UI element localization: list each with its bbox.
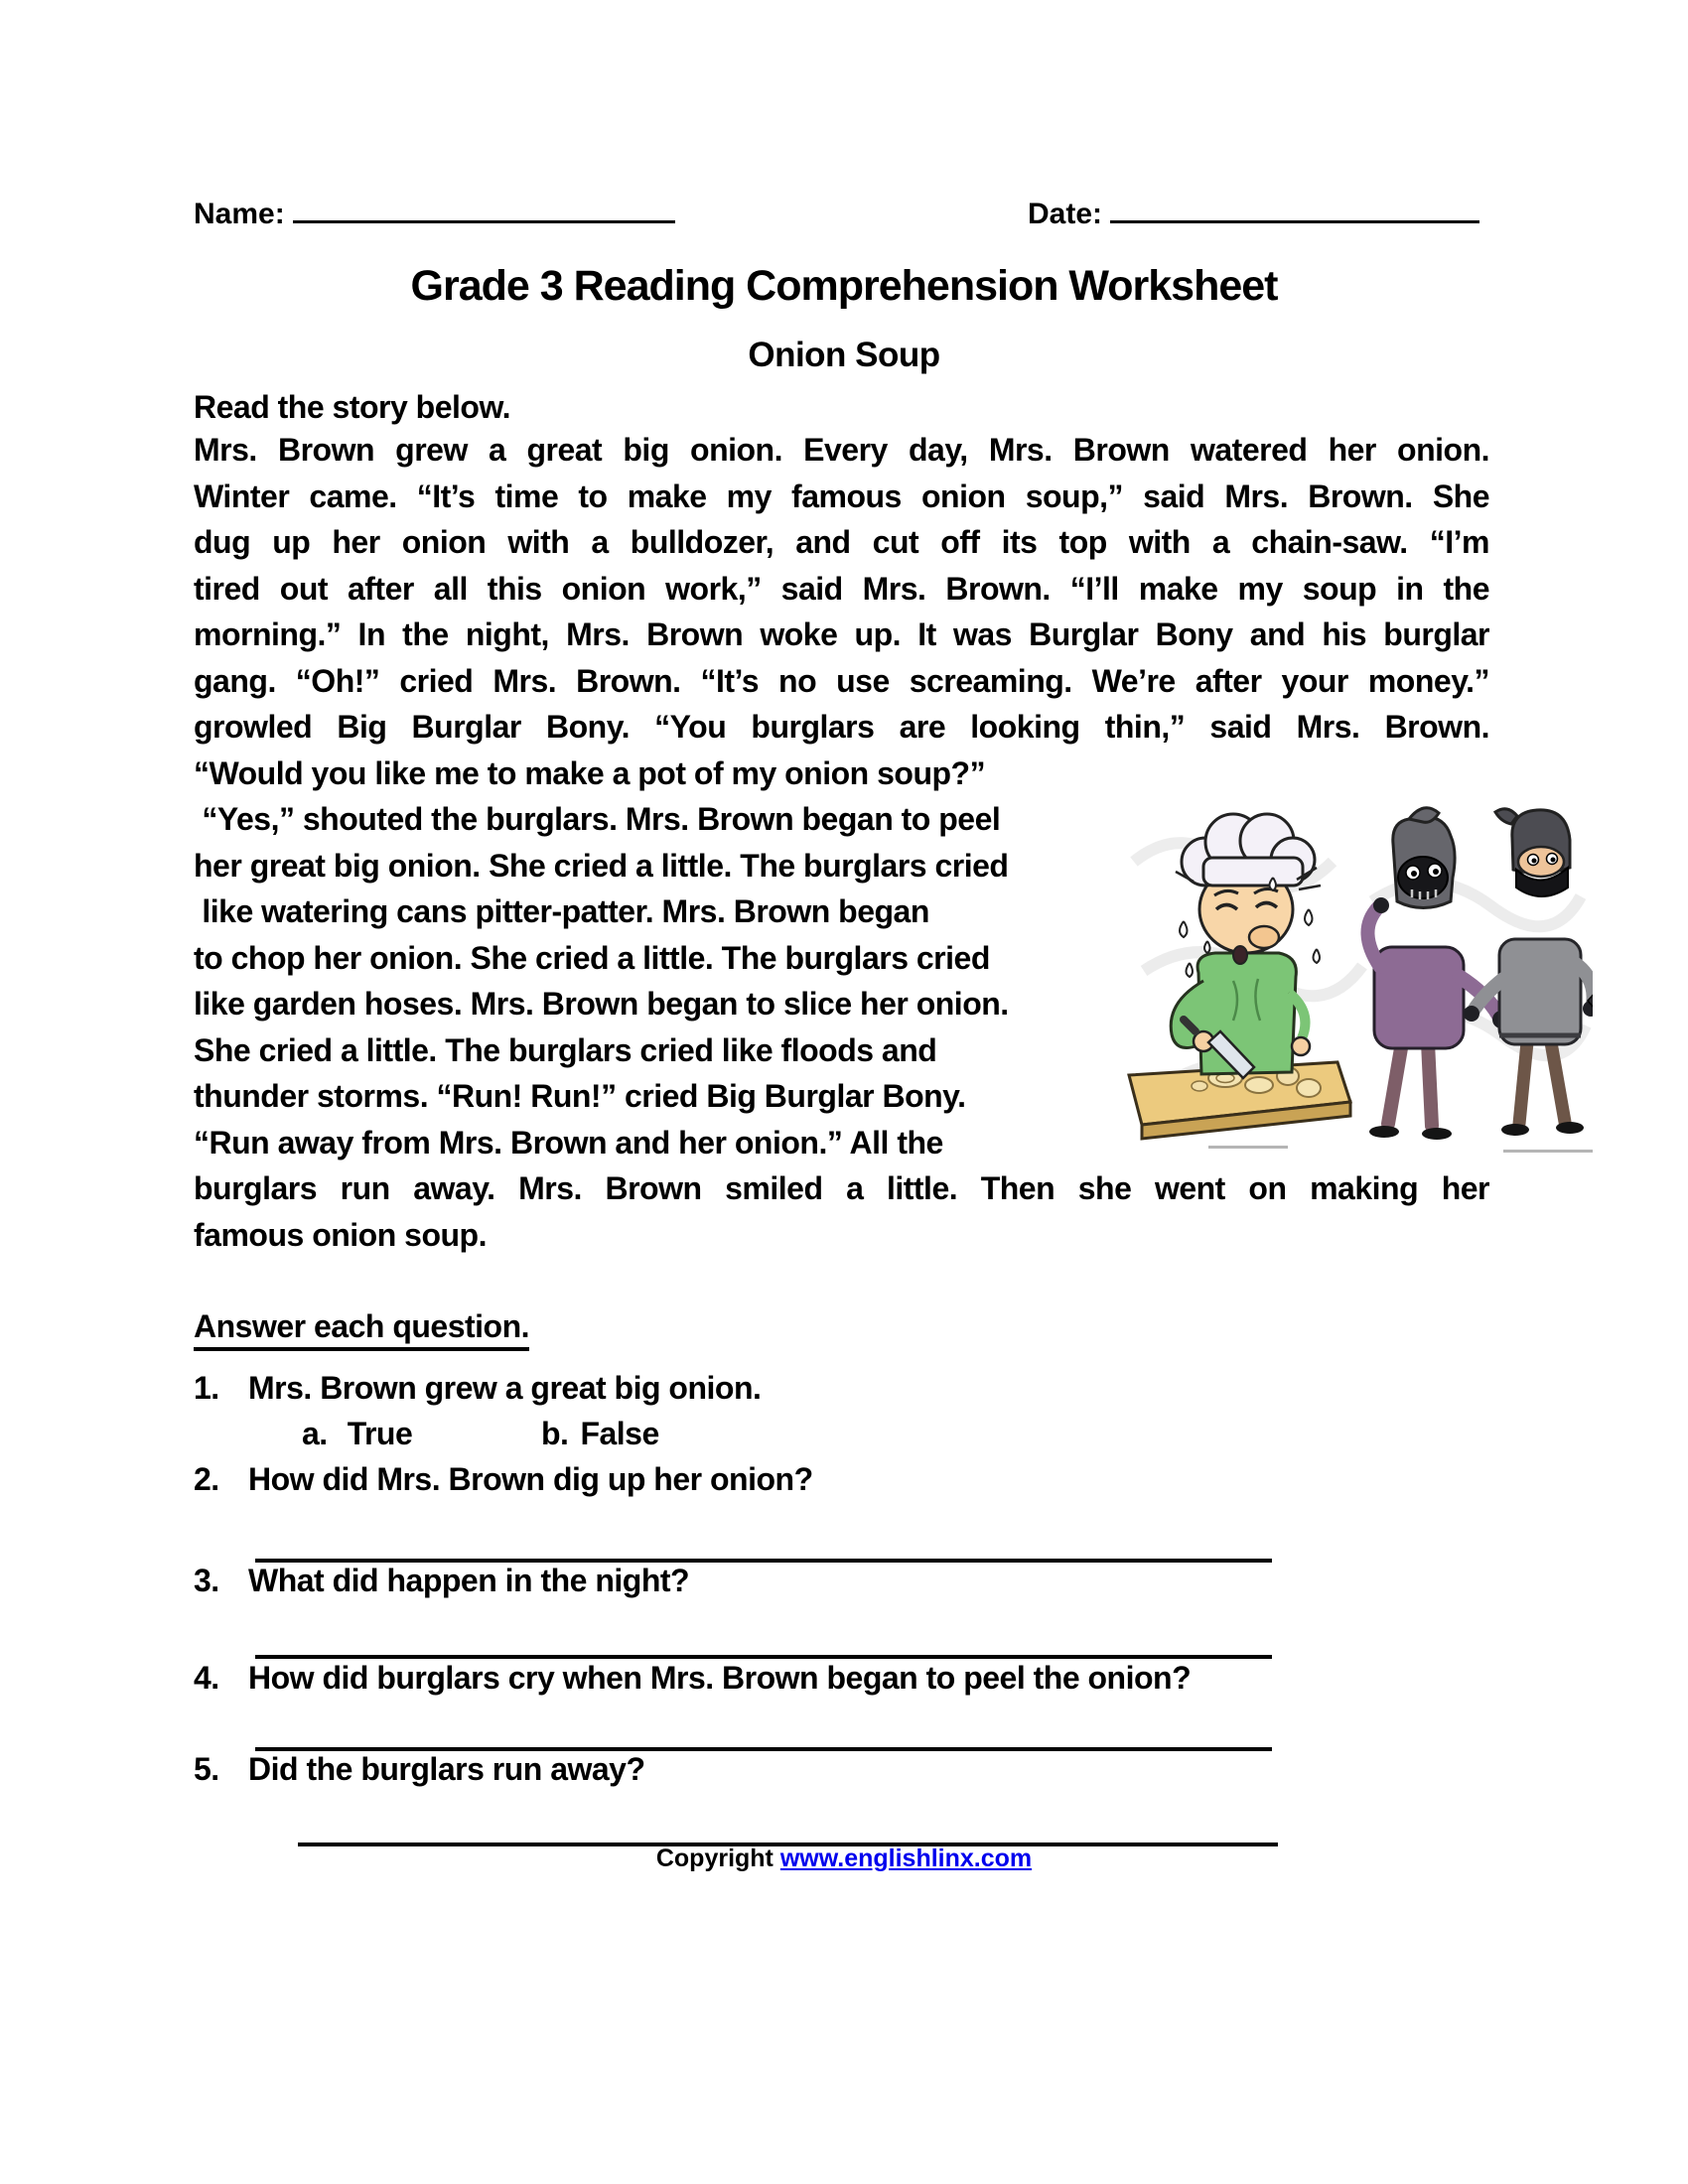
story-line: “Yes,” shouted the burglars. Mrs. Brown began to peel [194, 801, 1001, 837]
story-line: burglars run away. Mrs. Brown smiled a little. Then she went on making her [194, 1170, 1489, 1206]
story-line: She cried a little. The burglars cried like floods and [194, 1031, 937, 1068]
name-input-line[interactable] [293, 195, 675, 223]
story-line: to chop her onion. She cried a little. The burglars cried [194, 939, 990, 976]
question-number: 2. [194, 1461, 219, 1497]
story-line: “Run away from Mrs. Brown and her onion.” All the [194, 1124, 943, 1160]
question-text: How did Mrs. Brown dig up her onion? [248, 1461, 813, 1497]
date-label: Date: [1028, 198, 1103, 230]
footer [0, 1844, 1688, 1873]
instructions-text: Read the story below. [194, 389, 511, 425]
burglars-illustration [1367, 808, 1593, 1153]
story-line: like garden hoses. Mrs. Brown began to slice her onion. [194, 986, 1009, 1022]
story-illustration [1114, 782, 1593, 1158]
question-5 [194, 1751, 1494, 1788]
story-line: thunder storms. “Run! Run!” cried Big Burglar Bony. [194, 1078, 966, 1114]
story-line: tired out after all this onion work,” said Mrs. Brown. “I’ll make my soup in the [194, 570, 1489, 607]
story-line: famous onion soup. [194, 1216, 487, 1253]
story-line: Mrs. Brown grew a great big onion. Every day, Mrs. Brown watered her onion. [194, 432, 1489, 468]
story-line: gang. “Oh!” cried Mrs. Brown. “It’s no use screaming. We’re after your money.” [194, 662, 1489, 699]
story-line: growled Big Burglar Bony. “You burglars are looking thin,” said Mrs. Brown. [194, 709, 1489, 745]
question-number: 5. [194, 1751, 219, 1787]
question-text: Did the burglars run away? [248, 1751, 645, 1787]
page-subtitle: Onion Soup [748, 336, 940, 374]
question-3 [194, 1563, 1494, 1599]
question-text: What did happen in the night? [248, 1563, 690, 1598]
name-label: Name: [194, 198, 285, 230]
date-field-group [1028, 195, 1479, 231]
story-line: morning.” In the night, Mrs. Brown woke up. It was Burglar Bony and his burglar [194, 616, 1489, 652]
question-text: Mrs. Brown grew a great big onion. [248, 1370, 762, 1406]
option-false[interactable]: b. False [541, 1416, 659, 1451]
copyright-link[interactable]: www.englishlinx.com [779, 1844, 1033, 1872]
option-true[interactable]: a. True [302, 1416, 413, 1451]
question-number: 1. [194, 1370, 219, 1406]
page-title: Grade 3 Reading Comprehension Worksheet [410, 262, 1278, 310]
story-line: her great big onion. She cried a little. The burglars cried [194, 847, 1009, 884]
date-input-line[interactable] [1110, 195, 1479, 223]
story-line: “Would you like me to make a pot of my onion soup?” [194, 754, 986, 791]
story-line: dug up her onion with a bulldozer, and cut off its top with a chain-saw. “I’m [194, 524, 1489, 560]
story-line: Winter came. “It’s time to make my famous onion soup,” said Mrs. Brown. She [194, 478, 1489, 514]
question-1 [194, 1370, 1494, 1407]
chef-illustration [1129, 814, 1350, 1149]
question-1-options [302, 1416, 659, 1452]
answer-line-3[interactable] [255, 1655, 1272, 1659]
question-text: How did burglars cry when Mrs. Brown began to peel the onion? [248, 1660, 1192, 1696]
story-line: like watering cans pitter-patter. Mrs. Brown began [194, 893, 929, 929]
question-number: 4. [194, 1660, 219, 1696]
copyright-text: Copyright [655, 1844, 774, 1872]
question-2 [194, 1461, 1494, 1498]
question-4 [194, 1660, 1494, 1697]
name-field-group [194, 195, 675, 231]
question-number: 3. [194, 1563, 219, 1598]
answer-section-header: Answer each question. [194, 1308, 529, 1351]
